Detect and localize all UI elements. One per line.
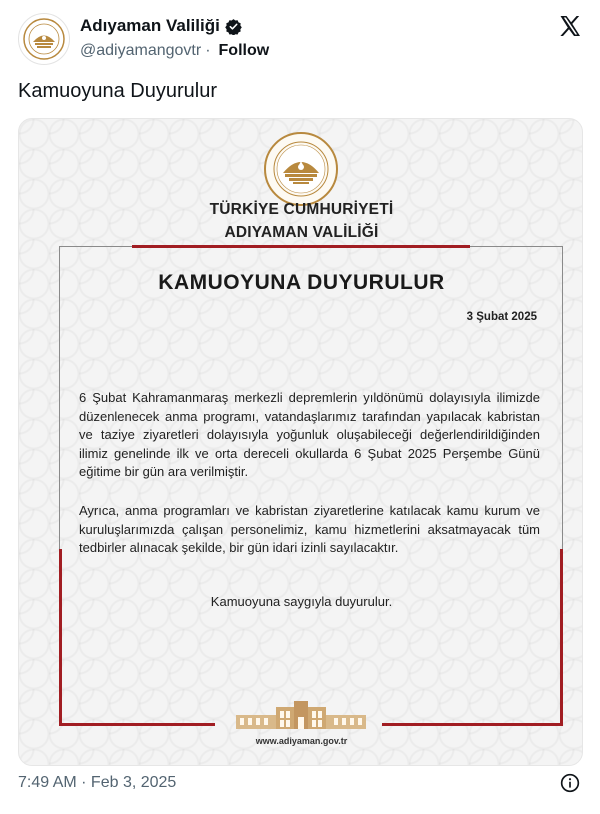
frame-accent-bottom	[382, 723, 563, 726]
tweet-timestamp[interactable]: 7:49 AM · Feb 3, 2025	[18, 774, 177, 791]
notice-title: KAMUOYUNA DUYURULUR	[158, 271, 445, 294]
display-name-row	[80, 15, 269, 37]
governorship-seal-icon	[263, 131, 339, 207]
governorship-logo-icon	[22, 17, 66, 61]
follow-button[interactable]: Follow	[218, 42, 270, 59]
handle-row	[80, 41, 269, 61]
notice-paragraph: Ayrıca, anma programları ve kabristan ziyaretlerine katılacak kamu kurum ve kuruluşlarımızda çalışan personelimiz, kamu hizmetlerini aksatmayacak tüm tedbirler alınacak şekilde, bir gün idari izinli sayılacaktır.	[79, 503, 540, 555]
avatar[interactable]	[18, 13, 70, 65]
display-name[interactable]: Adıyaman Valiliği	[80, 16, 220, 35]
info-icon[interactable]	[560, 773, 580, 793]
frame-accent-bottom	[59, 723, 215, 726]
notice-closing: Kamuoyuna saygıyla duyurulur.	[210, 594, 393, 609]
governorship-heading: ADIYAMAN VALİLİĞİ	[224, 224, 379, 241]
frame-line	[59, 246, 133, 247]
handle[interactable]: @adiyamangovtr	[80, 42, 202, 59]
notice-date: 3 Şubat 2025	[466, 311, 537, 323]
frame-accent-top	[132, 245, 470, 248]
website-url: www.adiyaman.gov.tr	[255, 736, 348, 746]
frame-line	[470, 246, 563, 247]
x-logo-icon[interactable]	[558, 14, 582, 38]
user-names	[80, 15, 269, 61]
separator: ·	[205, 42, 211, 59]
tweet-text: Kamuoyuna Duyurulur	[18, 80, 217, 102]
tweet-header	[0, 0, 600, 80]
announcement-image[interactable]	[18, 118, 583, 766]
notice-paragraph: 6 Şubat Kahramanmaraş merkezli depremlerin yıldönümü dolayısıyla ilimizde düzenlenecek anma programı, vatandaşlarımız tarafından yapılacak kabristan ve taziye ziyaretleri dolayısıyla yoğunluk oluşabileceği değerlendirildiğinden ilimiz genelinde ilk ve orta dereceli okullarda 6 Şubat 2025 Perşembe Günü eğitime bir gün ara verilmiştir.	[79, 390, 540, 479]
frame-accent-left	[59, 549, 62, 726]
building-illustration-icon	[236, 701, 366, 729]
republic-heading: TÜRKİYE CUMHURİYETİ	[209, 201, 394, 218]
verified-badge-icon	[225, 18, 242, 35]
frame-accent-right	[560, 549, 563, 726]
